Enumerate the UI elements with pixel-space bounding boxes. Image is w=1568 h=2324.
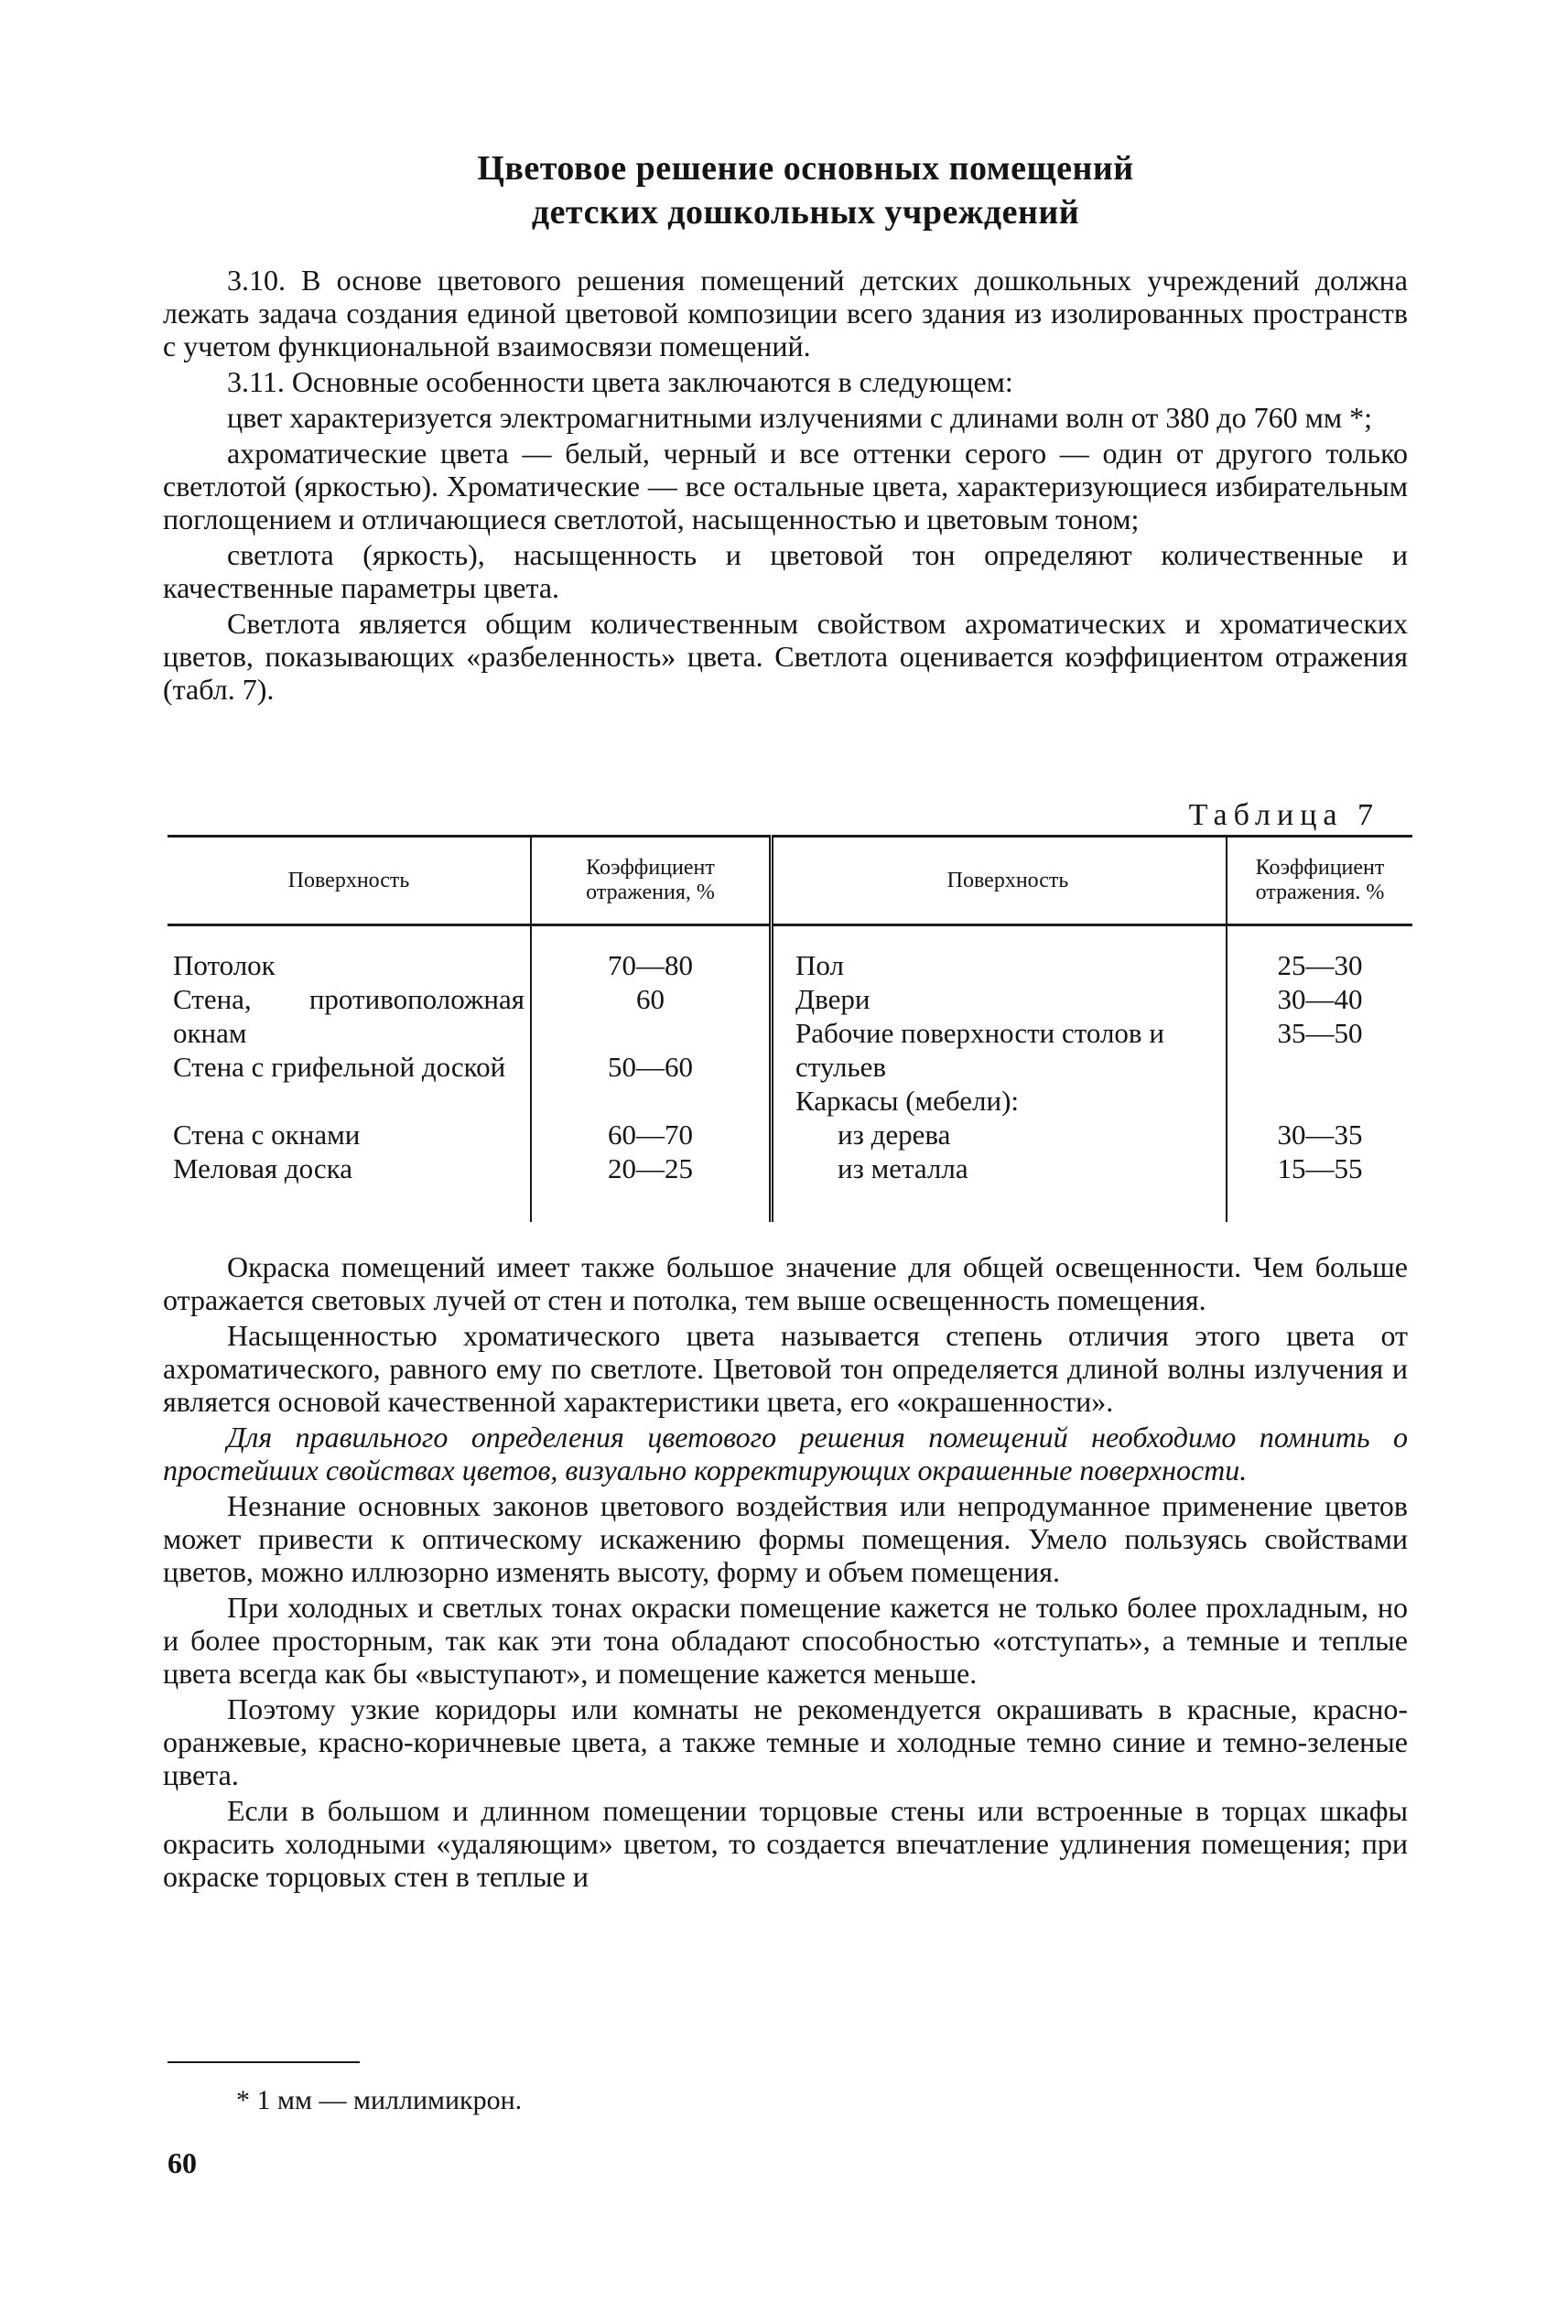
paragraph: Поэтому узкие коридоры или комнаты не рекомендуется окрашивать в красные, красно-оранжевые, красно-коричневые цвета, а также темные и холодные темно синие и темно-зеленые цвета. — [163, 1692, 1408, 1791]
section-title — [165, 146, 1446, 234]
top-paragraphs — [163, 264, 1408, 708]
paragraph: Для правильного определения цветового решения помещений необходимо помнить о простейших свойствах цветов, визуально корректирующих окрашенные поверхности. — [163, 1421, 1408, 1486]
cell-surface: из металла — [772, 1151, 1227, 1222]
paragraph: светлота (яркость), насыщенность и цветовой тон определяют количественные и качественные параметры цвета. — [163, 538, 1408, 604]
cell-coefficient: 30—40 — [1227, 982, 1412, 1016]
cell-surface: Пол — [772, 925, 1227, 983]
table-header-row — [168, 837, 1412, 925]
cell-coefficient: 15—55 — [1227, 1151, 1412, 1222]
cell-surface: Потолок — [173, 949, 276, 981]
table-row — [168, 1151, 1412, 1222]
paragraph: 3.10. В основе цветового решения помещений детских дошкольных учреждений должна лежать задача создания единой цветовой композиции всего здания из изолированных пространств с учетом функциональной взаимосвязи помещений. — [163, 264, 1408, 362]
table-row — [168, 982, 1412, 1016]
cell-surface: Двери — [772, 982, 1227, 1016]
paragraph: 3.11. Основные особенности цвета заключаются в следующем: — [227, 365, 1013, 398]
header-surface-left: Поверхность — [168, 837, 531, 925]
cell-coefficient — [1227, 1084, 1412, 1118]
cell-coefficient: 60—70 — [531, 1118, 772, 1151]
paragraph: Светлота является общим количественным свойством ахроматических и хроматических цветов, показывающих «разбеленность» цвета. Светлота оценивается коэффициентом отражения (табл. 7). — [163, 607, 1408, 706]
cell-coefficient: 70—80 — [531, 925, 772, 983]
cell-surface: Стена, противоположная окнам — [173, 983, 524, 1049]
cell-surface: Стена с грифельной доской — [173, 1051, 506, 1083]
paragraph: Незнание основных законов цветового воздействия или непродуманное применение цветов может привести к оптическому искажению формы помещения. Умело пользуясь свойствами цветов, можно иллюзорно изменять высоту, форму и объем помещения. — [163, 1489, 1408, 1588]
cell-surface: из дерева — [772, 1118, 1227, 1151]
cell-coefficient: 60 — [531, 982, 772, 1050]
footnote: * 1 мм — миллимикрон. — [236, 2085, 523, 2115]
paragraph: Насыщенностью хроматического цвета называется степень отличия этого цвета от ахроматического, равного ему по светлоте. Цветовой тон определяется длиной волны излучения и является основой качественной характеристики цвета, его «окрашенности». — [163, 1319, 1408, 1418]
paragraph: При холодных и светлых тонах окраски помещение кажется не только более прохладным, но и более просторным, так как эти тона обладают способностью «отступать», а темные и теплые цвета всегда как бы «выступают», и помещение кажется меньше. — [163, 1591, 1408, 1690]
cell-coefficient: 30—35 — [1227, 1118, 1412, 1151]
header-coefficient-right: Коэффициент отражения. % — [1227, 837, 1412, 925]
cell-coefficient: 25—30 — [1227, 925, 1412, 983]
title-line-1: Цветовое решение основных помещений — [477, 149, 1134, 188]
cell-surface: Каркасы (мебели): — [772, 1084, 1227, 1118]
table-caption: Таблица 7 — [1188, 798, 1379, 832]
header-surface-right: Поверхность — [772, 837, 1227, 925]
cell-surface: Меловая доска — [173, 1152, 353, 1184]
paragraph: Если в большом и длинном помещении торцовые стены или встроенные в торцах шкафы окрасить холодными «удаляющим» цветом, то создается впечатление удлинения помещения; при окраске торцовых стен в теплые и — [163, 1794, 1408, 1893]
header-coefficient-left: Коэффициент отражения, % — [531, 837, 772, 925]
paragraph: Окраска помещений имеет также большое значение для общей освещенности. Чем больше отражается световых лучей от стен и потолка, тем выше освещенность помещения. — [163, 1250, 1408, 1316]
bottom-paragraphs — [163, 1250, 1408, 1896]
reflection-coefficient-table — [168, 835, 1412, 1222]
cell-coefficient: 20—25 — [531, 1151, 772, 1222]
cell-surface: Стена с окнами — [173, 1119, 361, 1151]
paragraph: ахроматические цвета — белый, черный и все оттенки серого — один от другого только светлотой (яркостью). Хроматические — все остальные цвета, характеризующиеся избирательным поглощением и отличающиеся светлотой, насыщенностью и цветовым тоном; — [163, 437, 1408, 535]
cell-coefficient: 35—50 — [1227, 1016, 1412, 1084]
page-number: 60 — [168, 2146, 197, 2179]
cell-surface: Рабочие поверхности столов и стульев — [772, 1016, 1227, 1084]
paragraph: цвет характеризуется электромагнитными излучениями с длинами волн от 380 до 760 мм *; — [227, 401, 1372, 434]
table-row — [168, 925, 1412, 983]
table-row — [168, 1118, 1412, 1151]
cell-coefficient: 50—60 — [531, 1050, 772, 1118]
footnote-divider — [168, 2061, 360, 2063]
title-line-2: детских дошкольных учреждений — [531, 193, 1080, 232]
